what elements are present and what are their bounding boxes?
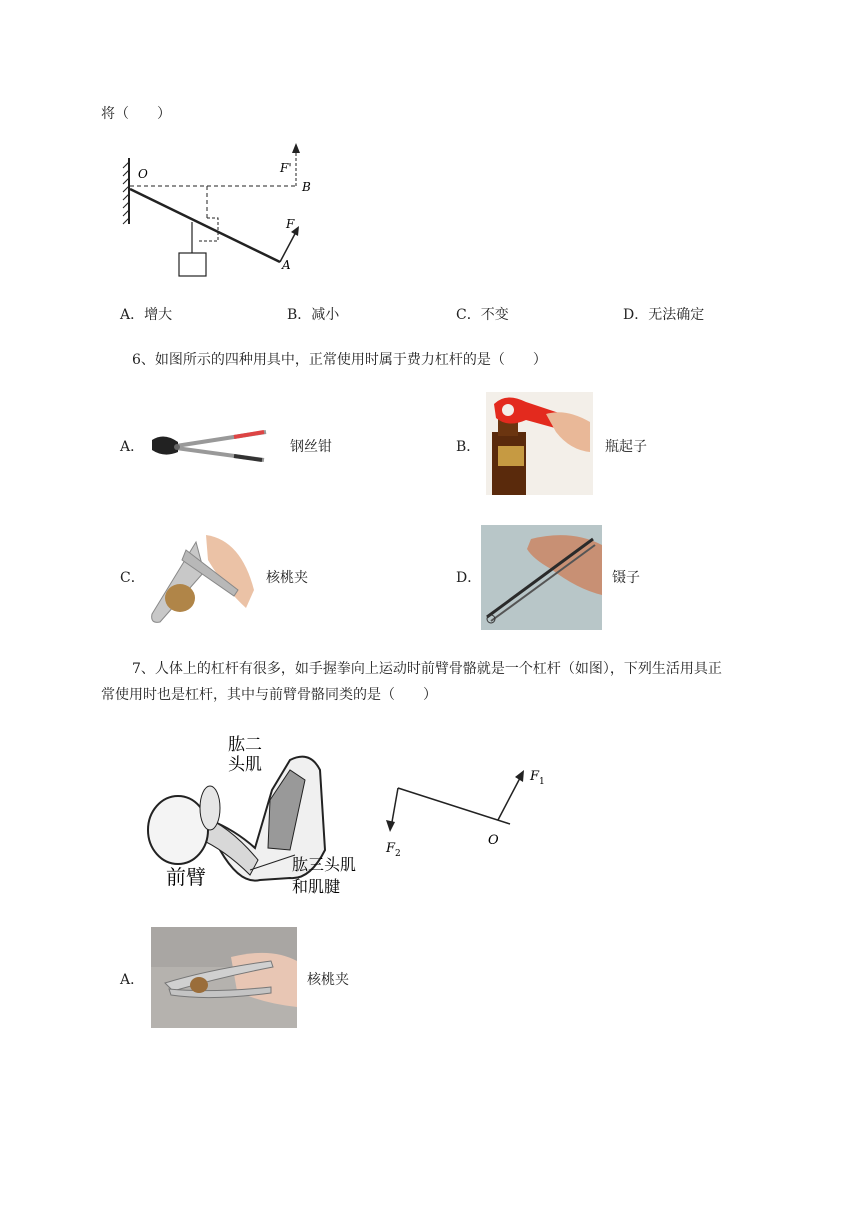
label-biceps-line2: 头肌 — [228, 755, 262, 774]
q6-option-b-letter[interactable]: B． — [456, 439, 481, 455]
weight-box — [179, 253, 206, 276]
label-a: A — [282, 258, 291, 272]
q5-option-d[interactable] — [623, 305, 704, 325]
q6-option-c-letter[interactable]: C． — [120, 570, 145, 586]
bottle-opener-image — [486, 392, 593, 495]
label-f: F — [286, 217, 295, 231]
label-o: O — [488, 833, 499, 848]
q5-lever-diagram — [120, 140, 330, 280]
option-letter: C． — [456, 307, 481, 323]
lever-bar — [398, 788, 510, 824]
q7-stem-line1: 7、人体上的杠杆有很多，如手握拳向上运动时前臂骨骼就是一个杠杆（如图），下列生活用具正 — [132, 661, 722, 677]
label-o: O — [138, 167, 148, 181]
q6-stem: 6、如图所示的四种用具中，正常使用时属于费力杠杆的是（ ） — [132, 352, 547, 368]
q7-stem-line2: 常使用时也是杠杆，其中与前臂骨骼同类的是（ ） — [101, 687, 437, 703]
q5-option-c[interactable] — [456, 305, 509, 325]
label-f1: $F_1$ — [530, 769, 545, 787]
option-text: 增大 — [144, 307, 173, 323]
label-triceps-line2: 和肌腱 — [292, 879, 341, 896]
q6-option-a-caption: 钢丝钳 — [290, 439, 332, 455]
q5-option-a[interactable] — [120, 305, 172, 325]
nutcracker-hand-image — [151, 927, 297, 1028]
tweezers-image — [481, 525, 602, 630]
label-b: B — [302, 180, 311, 194]
option-text: 无法确定 — [648, 307, 705, 323]
f2-arrowhead — [386, 820, 395, 832]
q7-lever-diagram — [380, 760, 560, 860]
label-triceps-line1: 肱三头肌 — [292, 857, 357, 874]
q7-option-a-letter[interactable]: A． — [120, 972, 145, 988]
q6-option-a-letter[interactable]: A． — [120, 439, 145, 455]
label-biceps-line1: 肱二 — [228, 735, 262, 754]
q6-option-d-letter[interactable]: D． — [456, 570, 482, 586]
option-text: 不变 — [480, 307, 509, 323]
pliers-image — [146, 420, 270, 472]
q6-option-b-caption: 瓶起子 — [605, 439, 647, 455]
label-forearm: 前臂 — [166, 867, 206, 889]
q6-option-c-caption: 核桃夹 — [266, 570, 308, 586]
q5-stem-tail: 将（ ） — [101, 106, 171, 122]
q5-option-b[interactable] — [287, 305, 339, 325]
label-f2: $F_2$ — [386, 841, 401, 859]
nutcracker-image — [146, 530, 256, 630]
q7-option-a-caption: 核桃夹 — [307, 972, 349, 988]
option-letter: B． — [287, 307, 312, 323]
fprime-arrowhead — [292, 143, 300, 153]
option-letter: A． — [120, 307, 145, 323]
lever-oa — [130, 189, 280, 262]
arm-muscle-diagram — [140, 730, 380, 900]
option-text: 减小 — [311, 307, 340, 323]
q6-option-d-caption: 镊子 — [612, 570, 640, 586]
option-letter: D． — [623, 307, 649, 323]
label-fprime: F' — [280, 161, 292, 175]
